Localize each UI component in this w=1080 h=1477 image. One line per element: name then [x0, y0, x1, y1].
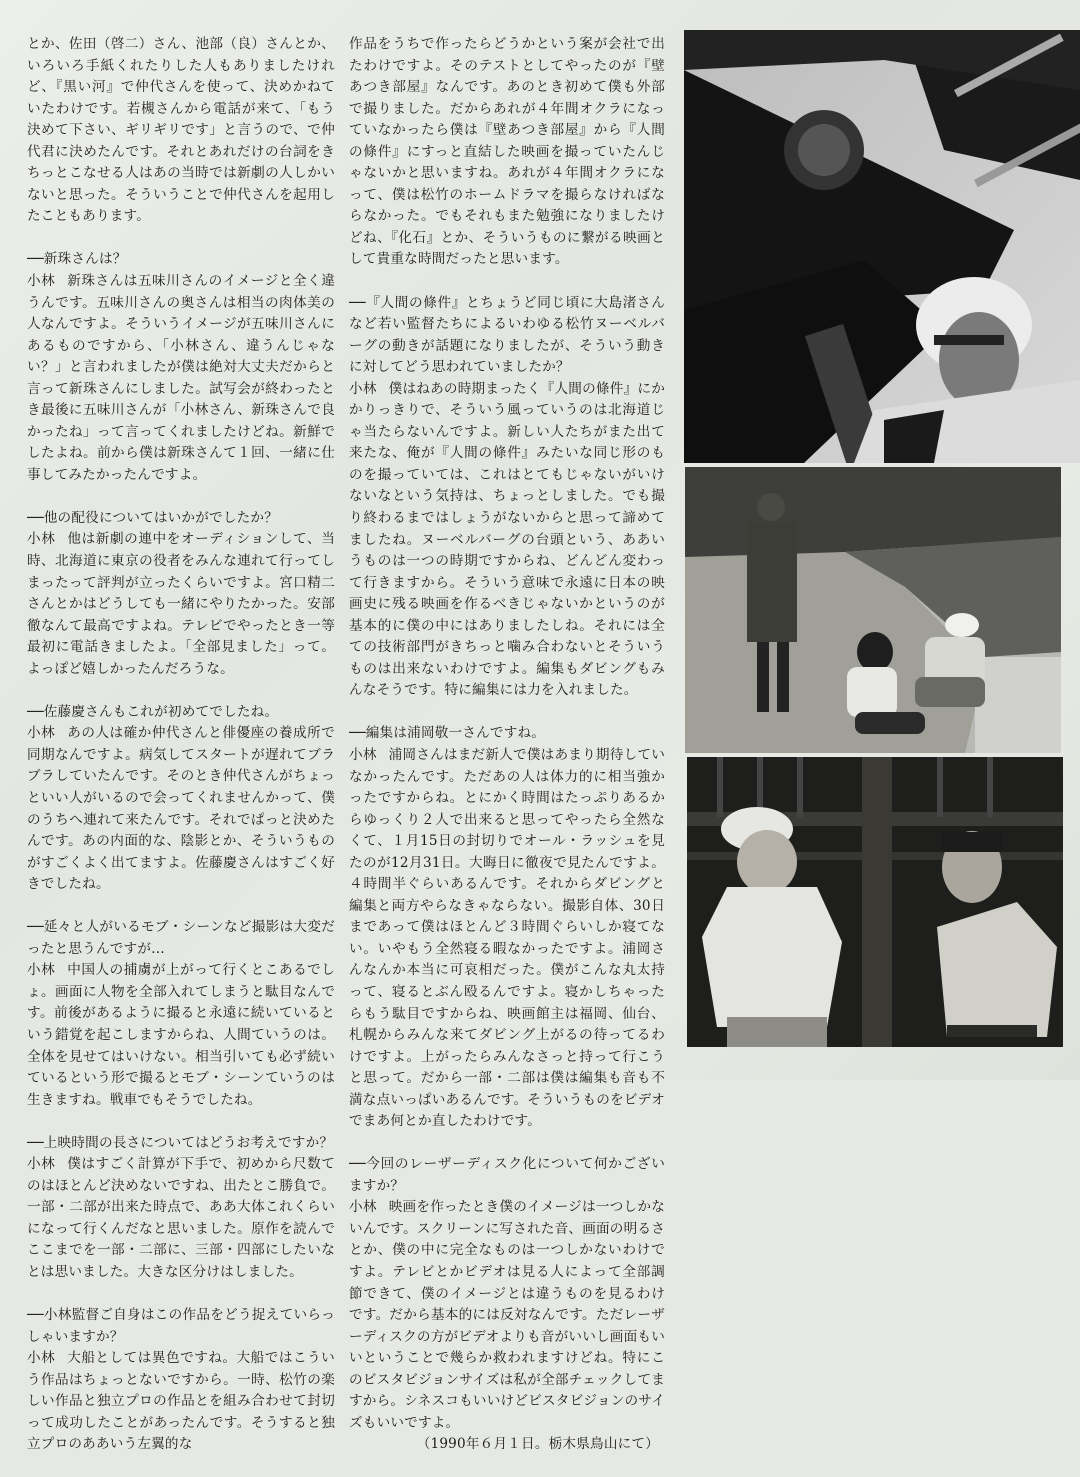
interview-block [27, 917, 335, 1111]
answer [27, 271, 335, 486]
interview-block [27, 508, 335, 680]
lakeside-scene-photo [685, 467, 1061, 753]
interview-block [349, 293, 665, 702]
answer-text: 中国人の捕虜が上がって行くとこあるでしょ。画面に人物を全部入れてしまうと駄目なんです。前後があるように撮ると永遠に続いているという錯覚を起こしますからね、人間ていうのは。全体を見せてはいけない。相当引いても必ず続いているという形で撮るとモブ・シーンていうのは生きますね。戦車でもそうでしたね。 [27, 962, 335, 1108]
question-text: ──今回のレーザーディスク化について何かございますか？ [349, 1156, 665, 1194]
answer-text: 作品をうちで作ったらどうかという案が会社で出たわけですよ。そのテストとしてやったのが『壁あつき部屋』なんです。あのとき初めて僕も外部で撮りました。だからあれが４年間オクラになっていなかったら僕は『壁あつき部屋』から『人間の條件』にすっと直結した映画を撮っていたんじゃないかと思いますね。あれが４年間オクラになって、僕は松竹のホームドラマを撮らなければならなかった。でもそれもまた勉強になりましたけどね、『化石』とか、そういうものに繋がる映画として貴重な時間だったと思います。 [349, 36, 665, 268]
photo-illustration-icon [687, 757, 1063, 1047]
question-text: ──新珠さんは？ [27, 251, 127, 268]
answer [27, 723, 335, 895]
interview-block [27, 34, 335, 228]
interview-dateline: （1990年６月１日。栃木県鳥山にて） [416, 1436, 659, 1453]
interview-block [349, 723, 665, 1132]
answer [349, 1197, 665, 1434]
question-text: ──佐藤慶さんもこれが初めてでしたね。 [27, 703, 279, 720]
answer-text: とか、佐田（啓二）さん、池部（良）さんとか、いろいろ手紙くれたりした人もありましたけれど、『黒い河』で仲代さんを使って、決めかねていたわけです。若槻さんから電話が来て、「もう決めて下さい、ギリギリです」と言うので、で仲代君に決めたんです。それとあれだけの台詞をきちっとこなせる人はあの当時では新劇の人しかいないと思った。そういうことで仲代さんを起用したこともあります。 [27, 36, 335, 225]
answer [27, 1154, 335, 1283]
interview-block [349, 34, 665, 271]
two-men-on-set-photo [687, 757, 1063, 1047]
question-text: ──上映時間の長さについてはどうお考えですか？ [27, 1134, 334, 1151]
interview-block [27, 1305, 335, 1456]
speaker-name: 小林 [27, 1156, 56, 1173]
left-text-column [27, 34, 335, 1477]
answer-text: 大船としては異色ですね。大船ではこういう作品はちょっとないですから。一時、松竹の楽しい作品と独立プロの作品とを組み合わせて封切って成功したことがあったんです。そうすると独立プロのああいう左翼的な [27, 1350, 335, 1453]
answer [27, 529, 335, 680]
question-text: ──延々と人がいるモブ・シーンなど撮影は大変だったと思うんですが… [27, 919, 335, 957]
interview-block [27, 249, 335, 486]
answer [27, 1348, 335, 1456]
answer-text: 僕はねあの時期まったく『人間の條件』にかかりっきりで、そういう風っていうのは北海道じゃ当たらないんですよ。新しい人たちがまた出て来たな、俺が『人間の條件』みたいな同じ形のものを撮っていては、これはとてもじゃないがいけないなという気持は、ちょっとしました。でも撮り終わるまではしょうがないからと思って諦めてましたね。ヌーベルバーグの台頭という、ああいうものは一つの時期ですからね、どんどん変わって行きますから。そういう意味で永遠に日本の映画史に残る映画を作るべきじゃないかというのが基本的に僕の中にはありましたしね。それには全ての技術部門がきちっと噛み合わないとそういうものは出来ないわけですよ。編集もダビングもみんなそうです。特に編集には力を入れました。 [349, 380, 665, 699]
answer-text: あの人は確か仲代さんと俳優座の養成所で同期なんですよ。病気してスタートが遅れてブラブラしていたんです。そのとき仲代さんがちょっといい人がいるので会ってくれませんかって、僕のうちへ連れて来たんです。それでぱっと決めたんです。あの内面的な、陰影とか、そういうものがすごくよく出てますよ。佐藤慶さんはすごく好きでしたね。 [27, 725, 335, 893]
question-text: ──編集は浦岡敬一さんですね。 [349, 725, 546, 742]
answer-text: 新珠さんは五味川さんのイメージと全く違うんです。五味川さんの奥さんは相当の肉体美の人なんですよ。そういうイメージが五味川さんにあるものですから、「小林さん、違うんじゃない？」と言われましたが僕は絶対大丈夫だからと言って新珠さんにしました。試写会が終わったとき最後に五味川さんが「小林さん、新珠さんで良かったね」って言ってくれましたけどね。新鮮でしたよね。前から僕は新珠さんて１回、一緒に仕事してみたかったんですよ。 [27, 272, 335, 483]
photo-illustration-icon [684, 30, 1080, 463]
director-with-camera-photo [684, 30, 1080, 463]
answer-text: 映画を作ったとき僕のイメージは一つしかないんです。スクリーンに写された音、画面の明るさとか、僕の中に完全なものは一つしかないわけですよ。テレビとかビデオは見る人によって全部調節できて、僕のイメージとは違うものを見るわけです。だから基本的には反対なんです。ただレーザーディスクの方がビデオよりも音がいいし画面もいいということで幾らか救われますけどね。特にこのビスタビジョンサイズは私が全部チェックしてますから。シネスコもいいけどビスタビジョンのサイズもいいですよ。 [349, 1199, 666, 1431]
answer [27, 960, 335, 1111]
photo-illustration-icon [685, 467, 1061, 753]
interview-block [349, 1154, 665, 1434]
answer-text: 僕はすごく計算が下手で、初めから尺数てのはほとんど決めないですね、出たとこ勝負で。一部・二部が出来た時点で、ああ大体これくらいになって行くんだなと思いました。原作を読んでここまでを一部・二部に、三部・四部にしたいなとは思いました。大きな区分けはしました。 [27, 1156, 335, 1280]
answer-text: 他は新劇の連中をオーディションして、当時、北海道に東京の役者をみんな連れて行ってしまったって評判が立ったくらいですよ。宮口精二さんとかはどうしても一緒にやりたかった。安部徹なんて最高ですよね。テレビでやったとき一等最初に電話きましたよ。「全部見ました」って。よっぽど嬉しかったんだろうな。 [27, 531, 335, 677]
speaker-name: 小林 [27, 1350, 56, 1367]
speaker-name: 小林 [349, 746, 377, 763]
question-text: ──『人間の條件』とちょうど同じ頃に大島渚さんなど若い監督たちによるいわゆる松竹ヌーベルバーグの動きが話題になりましたが、そういう動きに対してどう思われていましたか？ [349, 294, 665, 376]
interview-block [27, 702, 335, 896]
speaker-name: 小林 [349, 380, 377, 397]
speaker-name: 小林 [27, 725, 56, 742]
speaker-name: 小林 [27, 962, 56, 979]
answer [349, 745, 665, 1133]
middle-text-column [349, 34, 665, 1456]
speaker-name: 小林 [349, 1199, 377, 1216]
speaker-name: 小林 [27, 531, 56, 548]
answer-text: 浦岡さんはまだ新人で僕はあまり期待していなかったんです。ただあの人は体力的に相当強かったですからね。とにかく時間はたっぷりあるからゆっくり２人で出来ると思ってやったら全然なくて、１月15日の封切りでオール・ラッシュを見たのが12月31日。大晦日に徹夜で見たんですよ。４時間半ぐらいあるんです。それからダビングと編集と両方やらなきゃならない。撮影自体、30日まであって僕はほとんど３時間ぐらいしか寝てない。いやもう全然寝る暇なかったですよ。浦岡さんなんか本当に可哀相だった。僕がこんな丸太持って、寝るとぶん殴るんですよ。寝かしちゃったらもう駄目ですからね、映画館主は福岡、仙台、札幌からみんな来てダビング上がるの待ってるわけですよ。上がったらみんなさっと持って行こうと思って。だから一部・二部は僕は編集も音も不満な点いっぱいあるんです。そういうものをビデオでまあ何とか直したわけです。 [349, 746, 665, 1130]
speaker-name: 小林 [27, 272, 56, 289]
question-text: ──小林監督ご自身はこの作品をどう捉えていらっしゃいますか？ [27, 1306, 335, 1345]
question-text: ──他の配役についてはいかがでしたか？ [27, 509, 278, 526]
interview-block [27, 1133, 335, 1284]
answer [349, 379, 665, 702]
